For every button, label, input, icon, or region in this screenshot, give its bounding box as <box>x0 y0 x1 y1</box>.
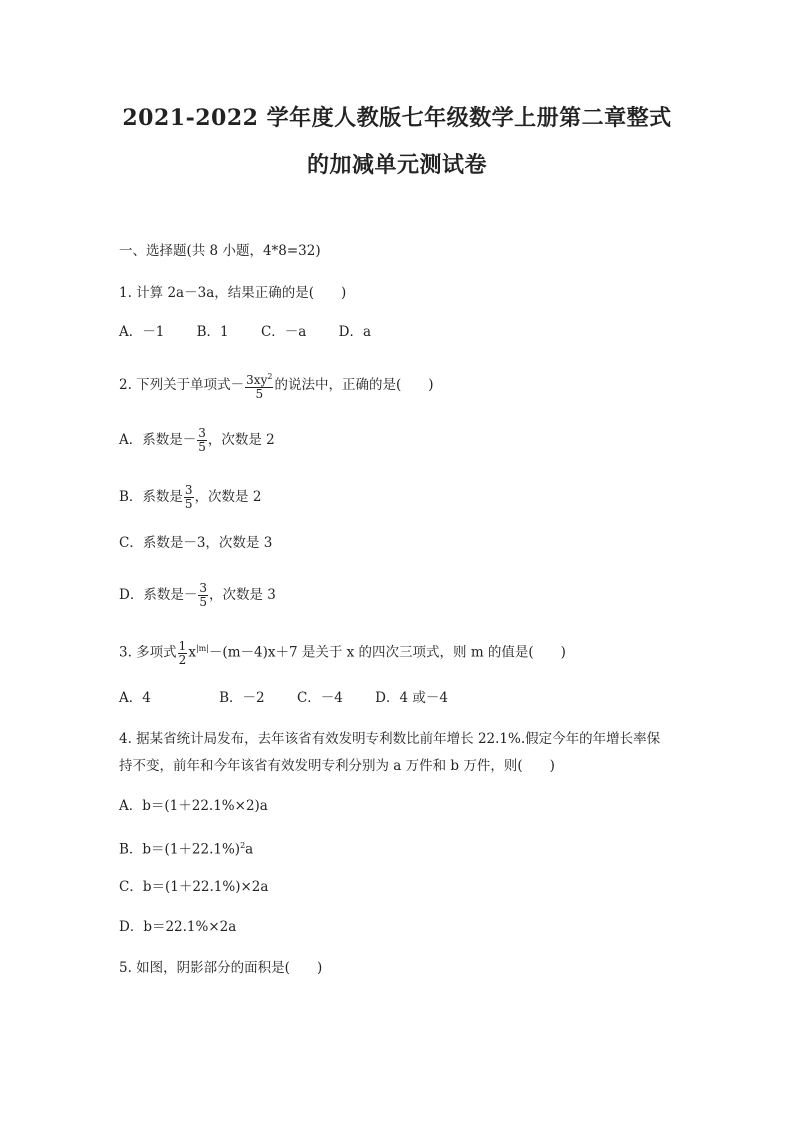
q2-option-a <box>119 427 275 454</box>
q1-option-a: A．－1 <box>119 324 165 340</box>
question-2-stem <box>119 370 434 401</box>
q2-b-num: 3 <box>184 483 193 497</box>
q4-option-c: C．b＝(1＋22.1%)×2a <box>119 879 269 895</box>
q2-a-post: ，次数是 2 <box>207 432 275 448</box>
q3-frac-num: 1 <box>178 638 187 653</box>
q4-option-d: D．b＝22.1%×2a <box>119 919 237 935</box>
page-title-line-2: 的加减单元测试卷 <box>306 152 487 178</box>
q2-option-c: C．系数是－3，次数是 3 <box>119 535 273 551</box>
q4-b-pre: B．b＝(1＋22.1%) <box>119 841 241 858</box>
q2-a-fraction <box>197 427 207 454</box>
q3-option-c: C．－4 <box>296 690 343 706</box>
q3-option-d: D．4 或－4 <box>375 690 448 706</box>
q3-fraction <box>178 640 188 667</box>
q2-fraction <box>245 370 273 401</box>
question-4-stem-line-2: 持不变，前年和今年该省有效发明专利分别为 a 万件和 b 万件，则( ) <box>119 758 555 774</box>
question-3-options <box>119 688 448 708</box>
q1-option-c: C．－a <box>260 324 307 340</box>
q2-d-fraction <box>198 582 208 609</box>
q3-x: x <box>188 644 196 661</box>
q1-option-b: B．1 <box>196 324 229 340</box>
q2-d-num: 3 <box>199 581 207 595</box>
q2-a-num: 3 <box>198 426 206 440</box>
q4-option-a: A．b＝(1＋22.1%×2)a <box>119 798 268 814</box>
q2-d-post: ，次数是 3 <box>208 587 276 603</box>
q2-b-fraction <box>184 484 194 511</box>
q3-stem-pre: 3. 多项式 <box>119 644 177 661</box>
q2-a-den: 5 <box>198 440 206 454</box>
q2-stem-post: 的说法中，正确的是( ) <box>274 377 434 393</box>
q2-a-pre: A．系数是－ <box>119 432 197 448</box>
q4-option-b <box>119 836 253 860</box>
q2-frac-sup: 2 <box>267 372 273 381</box>
q1-option-d: D．a <box>338 324 372 340</box>
q2-d-pre: D．系数是－ <box>119 587 198 603</box>
q2-option-b <box>119 484 261 511</box>
q4-b-sup: 2 <box>240 841 246 850</box>
q3-stem-post: －(m－4)x＋7 是关于 x 的四次三项式，则 m 的值是( ) <box>208 644 566 661</box>
q2-b-pre: B．系数是 <box>119 489 183 505</box>
question-3-stem <box>119 639 566 667</box>
q3-option-a: A．4 <box>119 690 151 706</box>
question-1-options <box>119 322 371 342</box>
section-heading: 一、选择题(共 8 小题，4*8=32) <box>119 243 321 259</box>
q3-frac-den: 2 <box>178 652 187 667</box>
q3-x-sup: |m| <box>195 644 209 653</box>
q2-frac-den: 5 <box>255 387 264 401</box>
question-1-stem: 1. 计算 2a－3a，结果正确的是( ) <box>119 285 347 301</box>
q3-option-b: B．－2 <box>219 690 265 706</box>
q2-frac-num: 3xy <box>246 373 268 387</box>
q2-b-den: 5 <box>184 497 193 511</box>
question-4-stem-line-1: 4. 据某省统计局发布，去年该省有效发明专利数比前年增长 22.1%.假定今年的年增长率保 <box>119 731 661 747</box>
q4-b-post: a <box>245 841 254 858</box>
q2-option-d <box>119 582 276 609</box>
q2-b-post: ，次数是 2 <box>194 489 262 505</box>
question-5-stem: 5. 如图，阴影部分的面积是( ) <box>119 960 323 976</box>
page-title-line-1: 2021-2022 学年度人教版七年级数学上册第二章整式 <box>122 105 672 131</box>
q2-d-den: 5 <box>199 595 207 609</box>
q2-stem-pre: 2. 下列关于单项式－ <box>119 377 245 393</box>
